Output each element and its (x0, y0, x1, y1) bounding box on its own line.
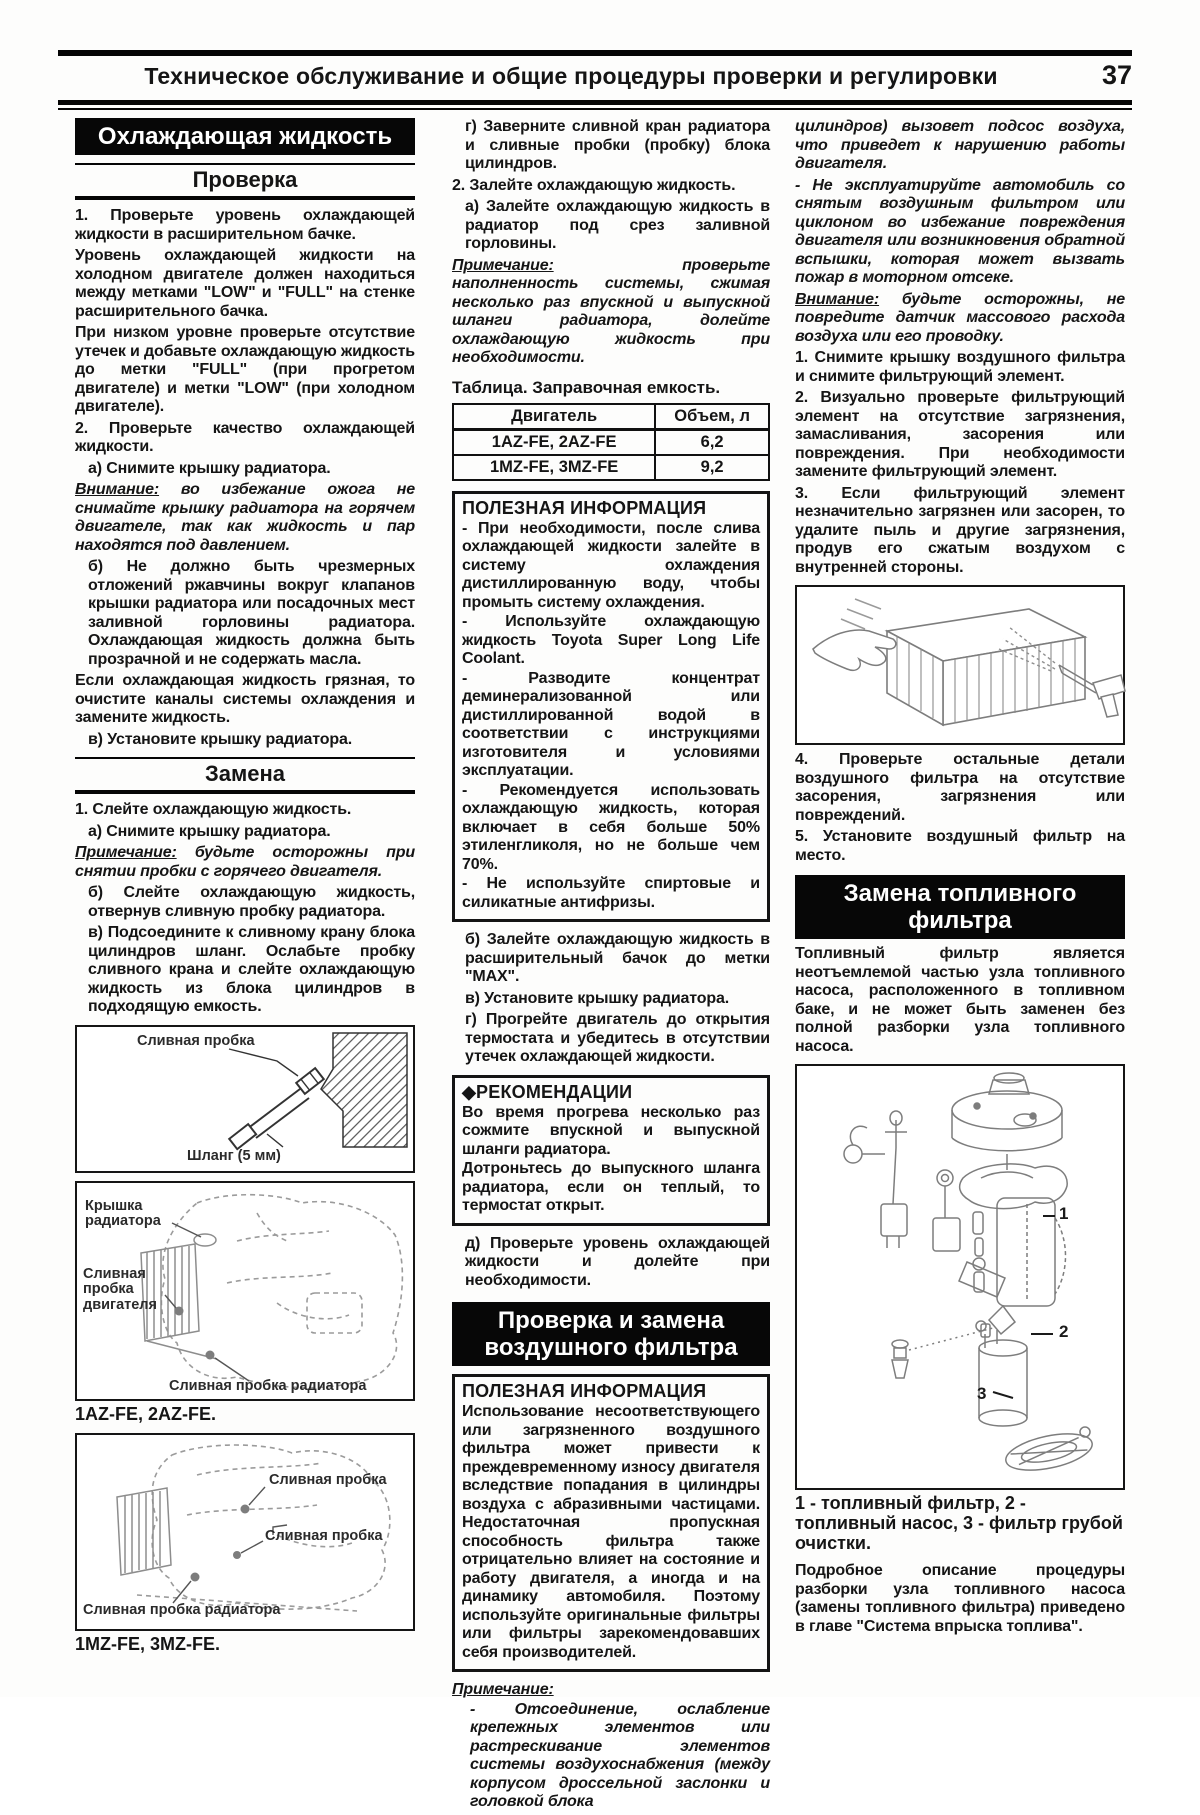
column-right (795, 118, 1125, 1639)
paragraph: в) Установите крышку радиатора. (465, 989, 730, 1007)
paragraph: При низком уровне проверьте отсутствие утечек и добавьте охлаждающую жидкость до метки "FULL" (при прогретом двигателе) и метки "LOW" (при холодном двигателе). (75, 324, 415, 415)
capacity-table (452, 403, 770, 481)
figure-engine-1mz (75, 1433, 415, 1631)
callout-2: 2 (1059, 1322, 1069, 1341)
figure-fuel-pump-assembly (795, 1064, 1125, 1490)
column-coolant (75, 118, 415, 1663)
column-header-volume: Объем, л (655, 404, 769, 430)
paragraph: б) Слейте охлаждающую жидкость, отвернув сливную пробку радиатора. (88, 884, 415, 920)
paragraph: б) Залейте охлаждающую жидкость в расширительный бачок до метки "MAX". (465, 931, 770, 985)
warning-text: будьте осторожны, не повредите датчик массового расхода воздуха или его проводку. (795, 290, 1125, 345)
paragraph: 1. Слейте охлаждающую жидкость. (75, 801, 352, 818)
subsection-check: Проверка (75, 163, 415, 200)
label-radiator-drain-plug: Сливная пробка радиатора (169, 1377, 367, 1394)
subsection-replace: Замена (75, 757, 415, 794)
warning-label: Внимание: (795, 290, 880, 308)
table-row (453, 429, 769, 455)
info-item: - Не используйте спиртовые и силикатные антифризы. (462, 875, 760, 911)
paragraph: а) Снимите крышку радиатора. (88, 822, 331, 840)
cell-volume: 6,2 (655, 429, 769, 455)
figure-caption-fuel-pump: 1 - топливный фильтр, 2 - топливный насос, 3 - фильтр грубой очистки. (795, 1493, 1123, 1553)
step: 1. Снимите крышку воздушного фильтра и снимите фильтрующий элемент. (795, 349, 1125, 385)
figure-drain-plug-hose (75, 1025, 415, 1173)
table-header-row (453, 404, 769, 430)
step: 2. Визуально проверьте фильтрующий элемент на отсутствие загрязнения, замасливания, засорения или повреждения. При необходимости замените фильтрующий элемент. (795, 389, 1125, 480)
cell-engine: 1MZ-FE, 3MZ-FE (453, 455, 655, 480)
figure-caption-1az: 1AZ-FE, 2AZ-FE. (75, 1403, 217, 1424)
note-text: будьте осторожны при снятии пробки с горячего двигателя. (75, 844, 415, 880)
recommendations-title: ◆РЕКОМЕНДАЦИИ (462, 1081, 633, 1102)
note-label: Примечание: (452, 256, 554, 274)
note (452, 257, 770, 368)
cell-volume: 9,2 (655, 455, 769, 480)
air-filter-drawing (797, 587, 1122, 743)
top-edge-rule (58, 50, 1132, 56)
info-item: - Используйте охлаждающую жидкость Toyota Super Long Life Coolant. (462, 613, 760, 667)
paragraph: г) Заверните сливной кран радиатора и сливные пробки (пробку) блока цилиндров. (465, 118, 770, 172)
warning-note (75, 481, 415, 555)
paragraph: 2. Залейте охлаждающую жидкость. (452, 176, 736, 194)
recommendation: Дотроньтесь до выпускного шланга радиатора, если он теплый, то термостат открыт. (462, 1160, 760, 1214)
figure-air-filter-cleaning (795, 585, 1125, 745)
paragraph: Топливный фильтр является неотъемлемой частью узла топливного насоса, расположенного в топливном баке, и не может быть заменен без полной разборки узла топливного насоса. (795, 945, 1125, 1055)
cell-engine: 1AZ-FE, 2AZ-FE (453, 429, 655, 455)
paragraph: 1. Проверьте уровень охлаждающей жидкости в расширительном бачке. (75, 207, 415, 243)
paragraph: Уровень охлаждающей жидкости на холодном двигателе должен находиться между метками "LOW" и "FULL" на стенке расширительного бачка. (75, 247, 415, 320)
info-item: - Рекомендуется использовать охлаждающую жидкость, которая включает в себя больше 50% этиленгликоля, но не больше чем 70%. (462, 781, 760, 873)
step: 4. Проверьте остальные детали воздушного фильтра на отсутствие засорения, загрязнения или повреждений. (795, 751, 1125, 824)
note (75, 844, 415, 881)
paragraph: а) Залейте охлаждающую жидкость в радиатор под срез заливной горловины. (465, 198, 770, 252)
note-label: Примечание: (75, 844, 177, 861)
note-item: - Не эксплуатируйте автомобиль со снятым воздушным фильтром или циклоном во избежание повреждения двигателя или возникновения обратной вспышки, которая может вызвать пожар в моторном отсеке. (795, 176, 1125, 286)
note-label-line (452, 1681, 770, 1700)
warning-text: во избежание ожога не снимайте крышку радиатора на горячем двигателе, так как жидкость и пар находятся под давлением. (75, 481, 415, 554)
callout-1: 1 (1059, 1204, 1069, 1223)
paragraph: а) Снимите крышку радиатора. (88, 459, 331, 477)
section-title-air-filter: Проверка и замена воздушного фильтра (452, 1302, 770, 1366)
useful-info-title: ПОЛЕЗНАЯ ИНФОРМАЦИЯ (462, 497, 707, 518)
table-row (453, 455, 769, 480)
label-hose: Шланг (5 мм) (187, 1147, 281, 1164)
label-radiator-drain-plug: Сливная пробка радиатора (83, 1601, 281, 1618)
note-label: Примечание: (452, 1681, 554, 1698)
figure-engine-1az (75, 1181, 415, 1401)
warning-note (795, 291, 1125, 347)
step: 3. Если фильтрующий элемент незначительно загрязнен или засорен, то удалите пыль и другие загрязнения, продув его сжатым воздухом с внутренней стороны. (795, 484, 1125, 576)
info-item: - При необходимости, после слива охлаждающей жидкости залейте в систему охлаждения дистиллированную воду, чтобы промыть систему охлаждения. (462, 519, 760, 611)
figure-caption-1mz: 1MZ-FE, 3MZ-FE. (75, 1633, 220, 1654)
useful-info-title: ПОЛЕЗНАЯ ИНФОРМАЦИЯ (462, 1381, 707, 1401)
column-middle (452, 118, 770, 1815)
section-title-coolant: Охлаждающая жидкость (75, 118, 415, 155)
header-rule (58, 100, 1132, 110)
warning-label: Внимание: (75, 481, 160, 498)
paragraph: в) Подсоедините к сливному крану блока цилиндров шланг. Ослабьте пробку сливного крана и слейте охлаждающую жидкость из блока цилиндров в подходящую емкость. (88, 924, 415, 1015)
page-number: 37 (1101, 60, 1132, 90)
column-header-engine: Двигатель (453, 404, 655, 430)
useful-info-box (452, 491, 770, 923)
info-item: - Разводите концентрат деминерализованной или дистиллированной водой в соответствии с инструкциями изготовителя и условиями эксплуатации. (462, 669, 760, 779)
label-engine-drain-plug: Сливная пробка двигателя (83, 1265, 157, 1313)
fuel-pump-drawing (797, 1066, 1122, 1488)
useful-info-box-2 (452, 1374, 770, 1672)
note-item: - Отсоединение, ослабление крепежных элементов или растрескивание элементов системы воздухоснабжения (между корпусом дроссельной заслонки и головкой блока (470, 1700, 770, 1810)
label-drain-plug: Сливная пробка (137, 1032, 255, 1049)
paragraph: Подробное описание процедуры разборки узла топливного насоса (замены топливного фильтра) приведено в главе "Система впрыска топлива". (795, 1562, 1125, 1635)
label-drain-plug-2: Сливная пробка (265, 1527, 383, 1544)
page-header (70, 60, 1132, 90)
recommendations-box (452, 1075, 770, 1226)
label-radiator-cap: Крышка радиатора (85, 1197, 161, 1229)
callout-3: 3 (977, 1384, 987, 1403)
paragraph: Если охлаждающая жидкость грязная, то очистите каналы системы охлаждения и замените жидкость. (75, 672, 415, 726)
step: 5. Установите воздушный фильтр на место. (795, 828, 1125, 864)
table-title: Таблица. Заправочная емкость. (452, 377, 721, 397)
page-title: Техническое обслуживание и общие процедуры проверки и регулировки (144, 63, 998, 89)
paragraph: 2. Проверьте качество охлаждающей жидкости. (75, 419, 415, 455)
paragraph: б) Не должно быть чрезмерных отложений ржавчины вокруг клапанов крышки радиатора или посадочных мест заливной горловины радиатора. Охлаждающая жидкость должна быть прозрачной и не содержать масла. (88, 558, 415, 668)
note-continuation: цилиндров) вызовет подсос воздуха, что приведет к нарушению работы двигателя. (795, 118, 1125, 172)
section-title-fuel-filter: Замена топливного фильтра (795, 875, 1125, 939)
paragraph: д) Проверьте уровень охлаждающей жидкости и долейте при необходимости. (465, 1234, 770, 1289)
paragraph: г) Прогрейте двигатель до открытия термостата и убедитесь в отсутствии утечек охлаждающей жидкости. (465, 1011, 770, 1065)
paragraph: в) Установите крышку радиатора. (88, 730, 353, 748)
note-text: проверьте наполненность системы, сжимая несколько раз впускной и выпускной шланги радиатора, долейте охлаждающую жидкость при необходимости. (452, 256, 770, 366)
label-drain-plug-1: Сливная пробка (269, 1471, 387, 1488)
recommendation: Во время прогрева несколько раз сожмите впускной и выпускной шланги радиатора. (462, 1103, 760, 1158)
info-text: Использование несоответствующего или загрязненного воздушного фильтра может привести к преждевременному износу двигателя вследствие попадания в цилиндры воздуха с абразивными частицами. Недостаточная пропускная способность фильтра также отрицательно влияет на состояние и работу двигателя, а иногда и на динамику автомобиля. Поэтому используйте оригинальные фильтры или фильтры зарекомендовавших себя производителей. (462, 1403, 760, 1661)
